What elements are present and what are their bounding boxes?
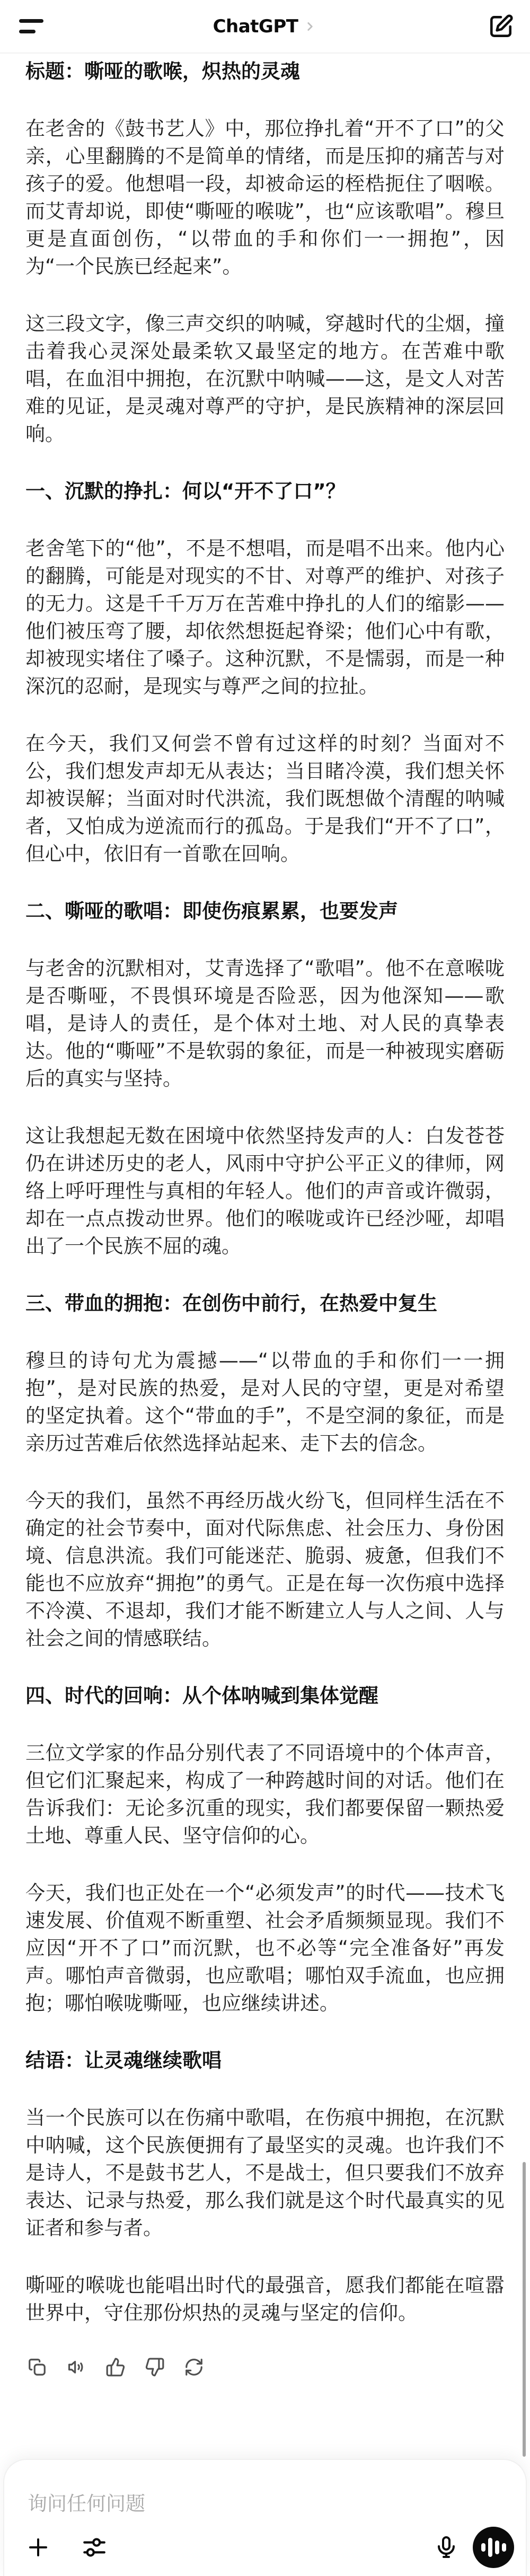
message-input[interactable]: 询问任何问题 — [28, 2492, 145, 2515]
paragraph: 这三段文字，像三声交织的呐喊，穿越时代的尘烟，撞击着我心灵深处最柔软又最坚定的地方。在苦难中歌唱，在血泪中拥抱，在沉默中呐喊——这，是文人对苦难的见证，是灵魂对尊严的守护，是民族精神的深层回响。 — [25, 312, 505, 445]
assistant-message — [0, 54, 530, 2378]
good-response-button[interactable] — [105, 2357, 126, 2378]
section-heading: 四、时代的回响：从个体呐喊到集体觉醒 — [25, 1684, 378, 1707]
section-heading: 一、沉默的挣扎：何以“开不了口”？ — [25, 480, 346, 503]
attach-button[interactable] — [25, 2535, 51, 2560]
menu-button[interactable] — [16, 16, 47, 37]
read-aloud-button[interactable] — [66, 2357, 87, 2378]
paragraph: 这让我想起无数在困境中依然坚持发声的人：白发苍苍仍在讲述历史的老人，风雨中守护公平正义的律师，网络上呼吁理性与真相的年轻人。他们的声音或许微弱，却在一点点拨动世界。他们的喉咙或许已经沙哑，却唱出了一个民族不屈的魂。 — [25, 1124, 505, 1258]
thumbs-up-icon — [105, 2357, 126, 2377]
paragraph: 三位文学家的作品分别代表了不同语境中的个体声音，但它们汇聚起来，构成了一种跨越时间的对话。他们在告诉我们：无论多沉重的现实，我们都要保留一颗热爱土地、尊重人民、坚守信仰的心。 — [25, 1742, 505, 1847]
composer-toolbar — [25, 2523, 514, 2572]
paragraph: 在老舍的《鼓书艺人》中，那位挣扎着“开不了口”的父亲，心里翻腾的不是简单的情绪，而是压抑的痛苦与对孩子的爱。他想唱一段，却被命运的桎梏扼住了咽喉。而艾青却说，即使“嘶哑的喉咙”，也“应该歌唱”。穆旦更是直面创伤，“以带血的手和你们一一拥抱”，因为“一个民族已经起来”。 — [25, 117, 505, 278]
scrollbar-thumb[interactable] — [523, 2162, 526, 2457]
paragraph: 当一个民族可以在伤痛中歌唱，在伤痕中拥抱，在沉默中呐喊，这个民族便拥有了最坚实的灵魂。也许我们不是诗人，不是鼓书艺人，不是战士，但只要我们不放弃表达、记录与热爱，那么我们就是这个时代最真实的见证者和参与者。 — [25, 2106, 505, 2239]
top-bar — [0, 0, 530, 54]
thumbs-down-icon — [145, 2357, 165, 2377]
menu-icon — [19, 19, 43, 23]
paragraph: 老舍笔下的“他”，不是不想唱，而是唱不出来。他内心的翻腾，可能是对现实的不甘、对尊严的维护、对孩子的无力。这是千千万万在苦难中挣扎的人们的缩影——他们被压弯了腰，却依然想挺起脊梁；他们心中有歌，却被现实堵住了嗓子。这种沉默，不是懦弱，而是一种深沉的忍耐，是现实与尊严之间的拉扯。 — [25, 537, 505, 698]
bad-response-button[interactable] — [144, 2357, 165, 2378]
regenerate-button[interactable] — [183, 2357, 205, 2378]
menu-icon — [19, 30, 36, 33]
dictate-button[interactable] — [434, 2535, 459, 2560]
paragraph: 今天的我们，虽然不再经历战火纷飞，但同样生活在不确定的社会节奏中，面对代际焦虑、社会压力、身份困境、信息洪流。我们可能迷茫、脆弱、疲惫，但我们不能也不应放弃“拥抱”的勇气。正是在每一次伤痕中选择不冷漠、不退却，我们才能不断建立人与人之间、人与社会之间的情感联结。 — [25, 1489, 505, 1650]
tools-button[interactable] — [81, 2534, 107, 2561]
paragraph: 今天，我们也正处在一个“必须发声”的时代——技术飞速发展、价值观不断重塑、社会矛盾频频显现。我们不应因“开不了口”而沉默，也不必等“完全准备好”再发声。哪怕声音微弱，也应歌唱；哪怕双手流血，也应拥抱；哪怕喉咙嘶哑，也应继续讲述。 — [25, 1882, 505, 2015]
refresh-icon — [184, 2357, 204, 2377]
paragraph: 在今天，我们又何尝不曾有过这样的时刻？当面对不公，我们想发声却无从表达；当目睹冷漠，我们想关怀却被误解；当面对时代洪流，我们既想做个清醒的呐喊者，又怕成为逆流而行的孤岛。于是我们“开不了口”，但心中，依旧有一首歌在回响。 — [25, 732, 505, 865]
plus-icon — [25, 2535, 51, 2560]
sliders-icon — [81, 2534, 107, 2561]
new-chat-button[interactable] — [488, 13, 514, 40]
compose-icon — [488, 13, 514, 40]
essay-title: 标题：嘶哑的歌喉，炽热的灵魂 — [25, 60, 300, 83]
section-heading: 结语：让灵魂继续歌唱 — [25, 2049, 222, 2072]
composer — [3, 2459, 527, 2576]
paragraph: 穆旦的诗句尤为震撼——“以带血的手和你们一一拥抱”，是对民族的热爱，是对人民的守望，更是对希望的坚定执着。这个“带血的手”，不是空洞的象征，而是亲历过苦难后依然选择站起来、走下去的信念。 — [25, 1349, 505, 1455]
copy-button[interactable] — [26, 2357, 48, 2378]
section-heading: 三、带血的拥抱：在创伤中前行，在热爱中复生 — [25, 1292, 437, 1315]
message-actions — [26, 2357, 505, 2378]
paragraph: 嘶哑的喉咙也能唱出时代的最强音，愿我们都能在喧嚣世界中，守住那份炽热的灵魂与坚定的信仰。 — [25, 2274, 505, 2324]
app-title: ChatGPT — [213, 15, 298, 37]
chevron-right-icon — [303, 20, 317, 33]
voice-waveform-icon — [481, 2538, 506, 2557]
model-switcher[interactable] — [213, 16, 317, 37]
speaker-icon — [66, 2357, 86, 2377]
paragraph: 与老舍的沉默相对，艾青选择了“歌唱”。他不在意喉咙是否嘶哑，不畏惧环境是否险恶，因为他深知——歌唱，是诗人的责任，是个体对土地、对人民的真挚表达。他的“嘶哑”不是软弱的象征，而是一种被现实磨砺后的真实与坚持。 — [25, 957, 505, 1090]
copy-icon — [27, 2357, 47, 2377]
section-heading: 二、嘶哑的歌唱：即使伤痕累累，也要发声 — [25, 900, 398, 922]
mic-icon — [434, 2535, 459, 2560]
voice-mode-button[interactable] — [473, 2527, 514, 2568]
